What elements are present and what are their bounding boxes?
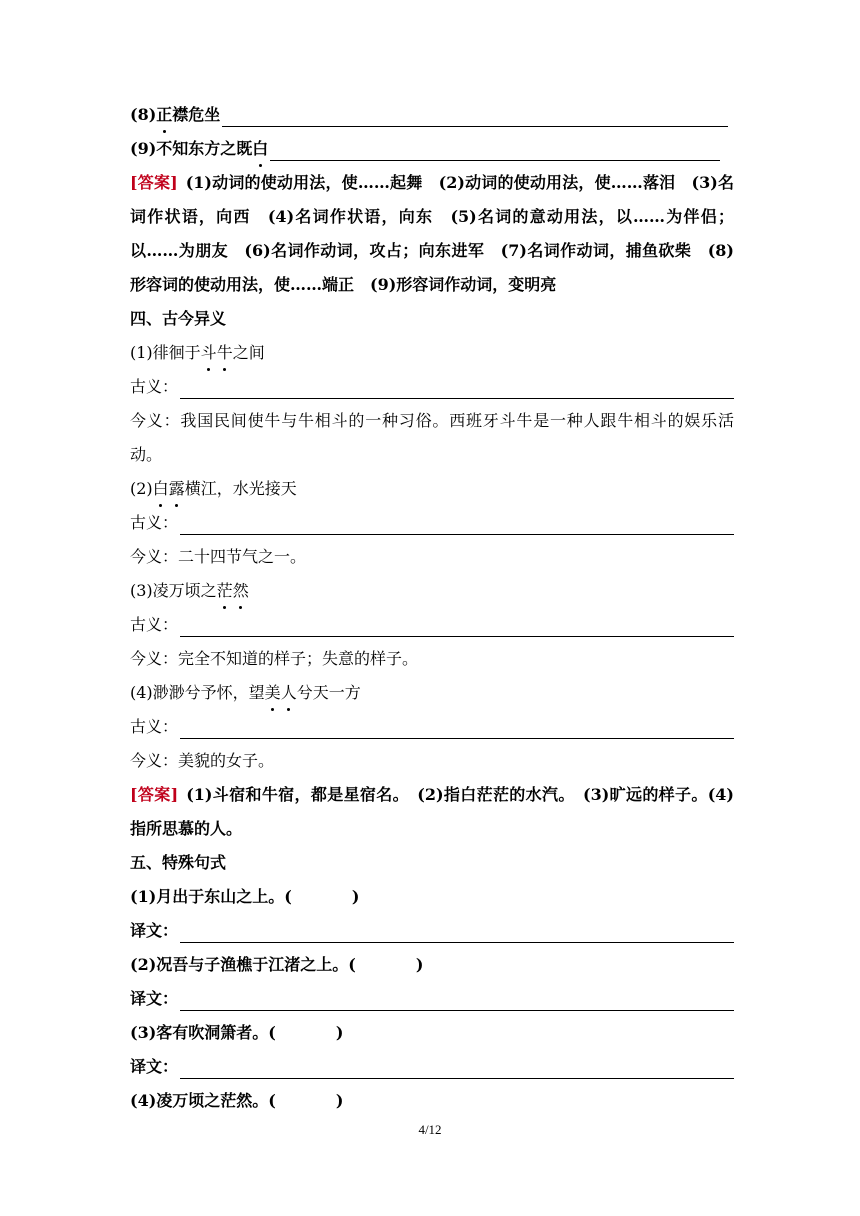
yi-label: 译文： xyxy=(130,1057,179,1076)
item-9 xyxy=(130,132,734,166)
s5-item-4-text: (4)凌万顷之茫然。( xyxy=(130,1091,276,1110)
section4-answer-text: (1)斗宿和牛宿，都是星宿名。 (2)指白茫茫的水汽。 (3)旷远的样子。(4)指所思慕的人。 xyxy=(130,785,734,838)
s4-item-2-text-a: (2) xyxy=(130,479,153,498)
section3-answer xyxy=(130,166,734,302)
s4-item-4-dot-2: 人 xyxy=(281,676,297,710)
section5-heading: 五、特殊句式 xyxy=(130,853,227,872)
s5-item-2-close: ) xyxy=(415,955,424,974)
s5-item-1-yi xyxy=(130,914,734,948)
s5-item-2-yi xyxy=(130,982,734,1016)
s4-item-1-text-b: 之间 xyxy=(232,343,265,362)
s4-item-2-dot-1: 白 xyxy=(153,472,169,506)
s5-item-4-close: ) xyxy=(335,1091,344,1110)
s4-item-4-jin: 今义：美貌的女子。 xyxy=(130,751,275,770)
s4-item-4-text-a: (4)渺渺兮予怀，望 xyxy=(130,683,265,702)
s5-item-3-yi-blank[interactable] xyxy=(180,1056,734,1079)
item-8 xyxy=(130,98,734,132)
item-9-answer-blank[interactable] xyxy=(270,138,720,161)
s4-item-1-text-a: (1)徘徊于 xyxy=(130,343,201,362)
s4-item-1-gu-blank[interactable] xyxy=(180,376,734,399)
s5-item-2 xyxy=(130,948,734,982)
s4-item-4-gu xyxy=(130,710,734,744)
page-content xyxy=(130,98,734,1118)
s5-item-1-text: (1)月出于东山之上。( xyxy=(130,887,292,906)
s4-item-1-dot-2: 牛 xyxy=(217,336,233,370)
gu-label: 古义： xyxy=(130,513,179,532)
s5-item-1 xyxy=(130,880,734,914)
item-9-text: (9)不知东方之既 xyxy=(130,139,253,158)
s5-item-3-text: (3)客有吹洞箫者。( xyxy=(130,1023,276,1042)
s4-item-4-text-b: 兮天一方 xyxy=(296,683,361,702)
item-8-number: (8) xyxy=(130,105,157,124)
yi-label: 译文： xyxy=(130,921,179,940)
s4-item-3-text-a: (3)凌万顷之 xyxy=(130,581,217,600)
s4-item-2 xyxy=(130,472,734,506)
s4-item-2-dot-2: 露 xyxy=(169,472,185,506)
s4-item-3-dot-2: 然 xyxy=(233,574,249,608)
item-9-dotted-char: 白 xyxy=(252,132,268,166)
s5-item-4 xyxy=(130,1084,734,1118)
s4-item-1 xyxy=(130,336,734,370)
gu-label: 古义： xyxy=(130,615,179,634)
s4-item-2-gu xyxy=(130,506,734,540)
s4-item-3 xyxy=(130,574,734,608)
answer-tag: [答案] xyxy=(130,785,179,804)
item-8-answer-blank[interactable] xyxy=(222,104,728,127)
s4-item-1-jin: 今义：我国民间使牛与牛相斗的一种习俗。西班牙斗牛是一种人跟牛相斗的娱乐活动。 xyxy=(130,411,734,464)
s4-item-4-gu-blank[interactable] xyxy=(180,716,734,739)
item-8-dotted-char: 正 xyxy=(156,98,172,132)
s5-item-3-yi xyxy=(130,1050,734,1084)
yi-label: 译文： xyxy=(130,989,179,1008)
s4-item-4 xyxy=(130,676,734,710)
answer-tag: [答案] xyxy=(130,173,178,192)
s5-item-3 xyxy=(130,1016,734,1050)
s5-item-1-yi-blank[interactable] xyxy=(180,920,734,943)
gu-label: 古义： xyxy=(130,377,179,396)
s4-item-2-gu-blank[interactable] xyxy=(180,512,734,535)
s4-item-3-gu xyxy=(130,608,734,642)
s5-item-2-yi-blank[interactable] xyxy=(180,988,734,1011)
section3-answer-text: (1)动词的使动用法，使……起舞 (2)动词的使动用法，使……落泪 (3)名词作状语，向西 (4)名词作状语，向东 (5)名词的意动用法，以……为伴侣；以……为朋友 (6)名词作动词，攻占；向东进军 (7)名词作动词，捕鱼砍柴 (8)形容词的使动用法，使……端正 (9)形容词作动词，变明亮 xyxy=(130,173,734,294)
page-number: 4/12 xyxy=(418,1122,442,1137)
section4-heading: 四、古今异义 xyxy=(130,309,227,328)
s4-item-4-dot-1: 美 xyxy=(265,676,281,710)
section4-answer xyxy=(130,778,734,846)
s5-item-3-close: ) xyxy=(335,1023,344,1042)
s4-item-1-gu xyxy=(130,370,734,404)
s4-item-2-jin: 今义：二十四节气之一。 xyxy=(130,547,307,566)
gu-label: 古义： xyxy=(130,717,179,736)
s5-item-2-text: (2)况吾与子渔樵于江渚之上。( xyxy=(130,955,356,974)
s4-item-3-jin: 今义：完全不知道的样子；失意的样子。 xyxy=(130,649,419,668)
item-8-text: 襟危坐 xyxy=(172,105,221,124)
s4-item-2-text-b: 横江，水光接天 xyxy=(184,479,297,498)
s4-item-1-dot-1: 斗 xyxy=(201,336,217,370)
s5-item-1-close: ) xyxy=(351,887,360,906)
s4-item-3-gu-blank[interactable] xyxy=(180,614,734,637)
s4-item-3-dot-1: 茫 xyxy=(217,574,233,608)
